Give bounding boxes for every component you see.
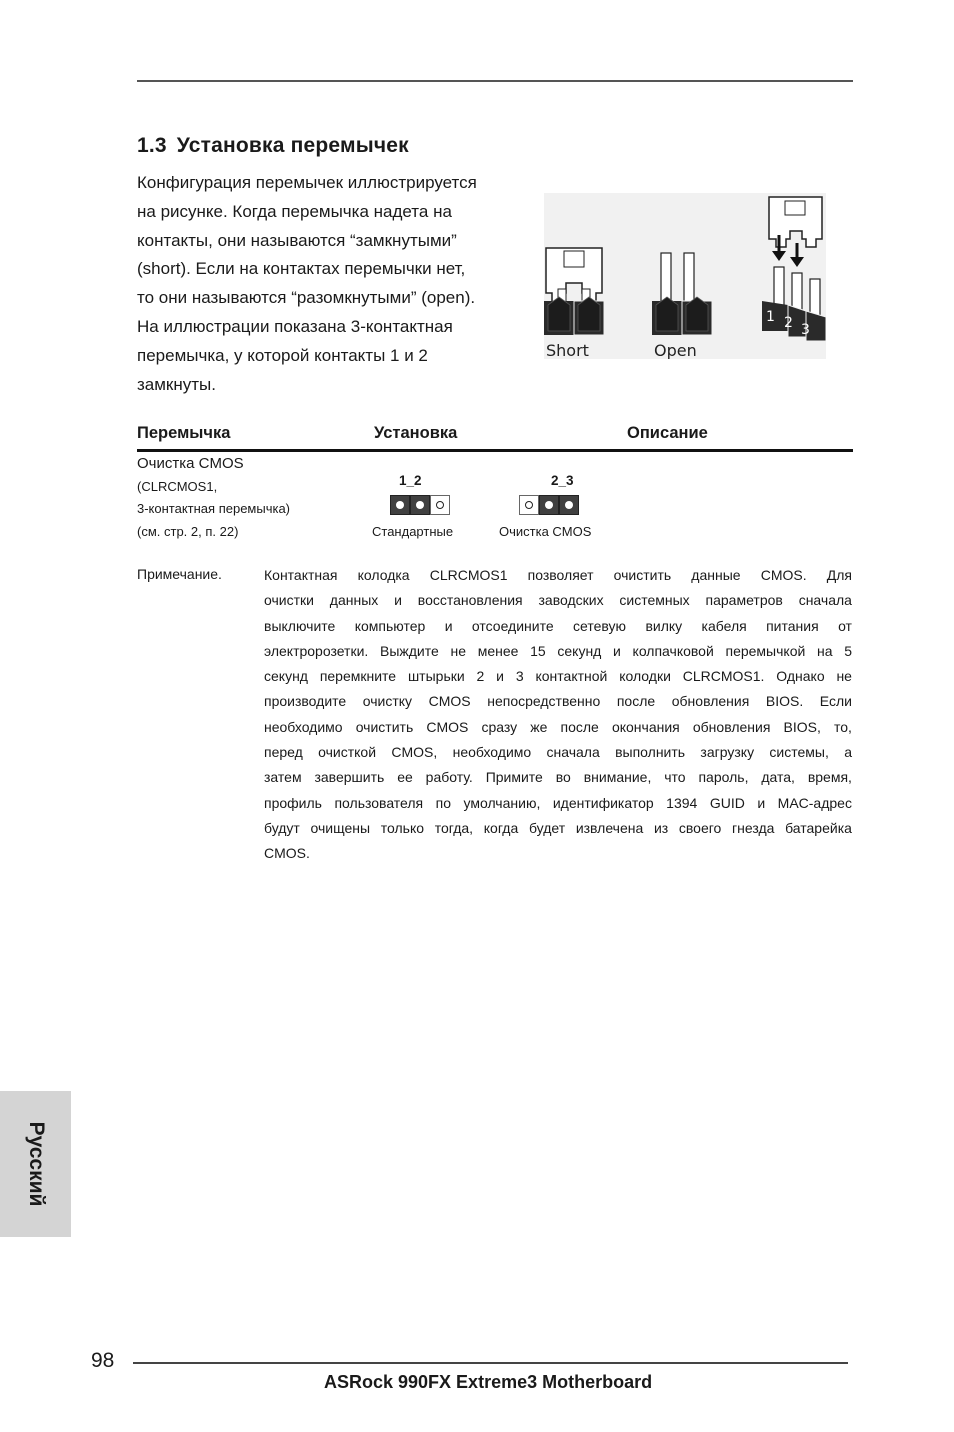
pin-number-2: 2 (784, 315, 793, 331)
note-paragraph (264, 563, 852, 867)
intro-line: замкнуты. (137, 374, 216, 394)
note-line: секунд перемкните штырьки 2 и 3 контактной колодки CLRCMOS1. Однако не (264, 668, 852, 685)
jumper-detail: 3-контактная перемычка) (137, 501, 291, 516)
setting-default-caption: Стандартные (372, 524, 454, 539)
jumper-detail: (см. стр. 2, п. 22) (137, 523, 239, 539)
intro-line: перемычка, у которой контакты 1 и 2 (137, 345, 428, 365)
setting-clear-pins (519, 495, 579, 517)
setting-default-pins (390, 495, 450, 517)
note-line: электророзетки. Выждите не менее 15 секунд и колпачковой перемычкой на 5 (264, 642, 852, 659)
top-rule (137, 80, 853, 82)
note-line: необходимо очистить CMOS сразу же после окончания обновления BIOS, то, (264, 718, 852, 735)
jumper-name: Очистка CMOS (137, 455, 244, 472)
pin-shorted (410, 495, 430, 515)
note-line: затем завершить ее работу. Примите во внимание, что пароль, дата, время, (264, 769, 852, 786)
pin-number-3: 3 (801, 322, 810, 338)
section-title (137, 134, 409, 158)
note-line: очистки данных и восстановления заводских системных параметров сначала (264, 592, 852, 609)
intro-line: (short). Если на контактах перемычки нет, (137, 259, 466, 279)
table-header-setting: Установка (374, 424, 458, 442)
pin-open (430, 495, 450, 515)
language-side-tab (0, 1091, 71, 1237)
setting-clear-label: 2_3 (551, 473, 574, 488)
table-row-jumper-cell (137, 453, 290, 543)
note-line: Контактная колодка CLRCMOS1 позволяет очистить данные CMOS. Для (264, 567, 852, 583)
note-line: перед очисткой CMOS, необходимо сначала выполнить загрузку системы, а (264, 744, 852, 761)
table-header-description: Описание (627, 424, 708, 442)
intro-line: на рисунке. Когда перемычка надета на (137, 201, 452, 221)
pin-shorted (390, 495, 410, 515)
note-line: выключите компьютер и отсоедините сетевую вилку кабеля питания от (264, 617, 852, 634)
pin-shorted (559, 495, 579, 515)
intro-paragraph (137, 169, 529, 399)
pin-open (519, 495, 539, 515)
language-side-tab-label: Русский (24, 1121, 48, 1207)
intro-line: то они называются “разомкнутыми” (open). (137, 288, 476, 308)
jumper-illustration (544, 193, 826, 359)
note-line: CMOS. (264, 845, 310, 862)
bottom-rule (133, 1362, 848, 1364)
note-line: будут очищены только тогда, когда будет извлечена из своего гнезда батарейка (264, 819, 852, 836)
page-number: 98 (91, 1349, 115, 1372)
jumper-illustration-svg (544, 193, 826, 359)
section-title-text: Установка перемычек (176, 134, 409, 157)
table-header-jumper: Перемычка (137, 424, 231, 442)
note-line: производите очистку CMOS непосредственно после обновления BIOS. Если (264, 693, 852, 710)
table-header-rule (137, 449, 853, 452)
open-jumper (652, 253, 712, 335)
pin-shorted (539, 495, 559, 515)
short-jumper (544, 248, 604, 335)
setting-clear-caption: Очистка CMOS (499, 524, 592, 539)
pin-number-1: 1 (766, 309, 775, 325)
section-number: 1.3 (137, 134, 167, 157)
note-line: профиль пользователя по умолчанию, идентификатор 1394 GUID и MAC-адрес (264, 794, 852, 811)
open-label: Open (654, 341, 697, 359)
intro-line: контакты, они называются “замкнутыми” (137, 230, 457, 250)
footer-title: ASRock 990FX Extreme3 Motherboard (324, 1372, 653, 1392)
short-label: Short (546, 341, 589, 359)
intro-line: На иллюстрации показана 3-контактная (137, 316, 453, 336)
three-pin-jumper (762, 197, 826, 341)
setting-default-label: 1_2 (399, 473, 422, 488)
jumper-detail: (CLRCMOS1, (137, 478, 218, 494)
note-label: Примечание. (137, 566, 222, 582)
intro-line: Конфигурация перемычек иллюстрируется (137, 173, 477, 192)
